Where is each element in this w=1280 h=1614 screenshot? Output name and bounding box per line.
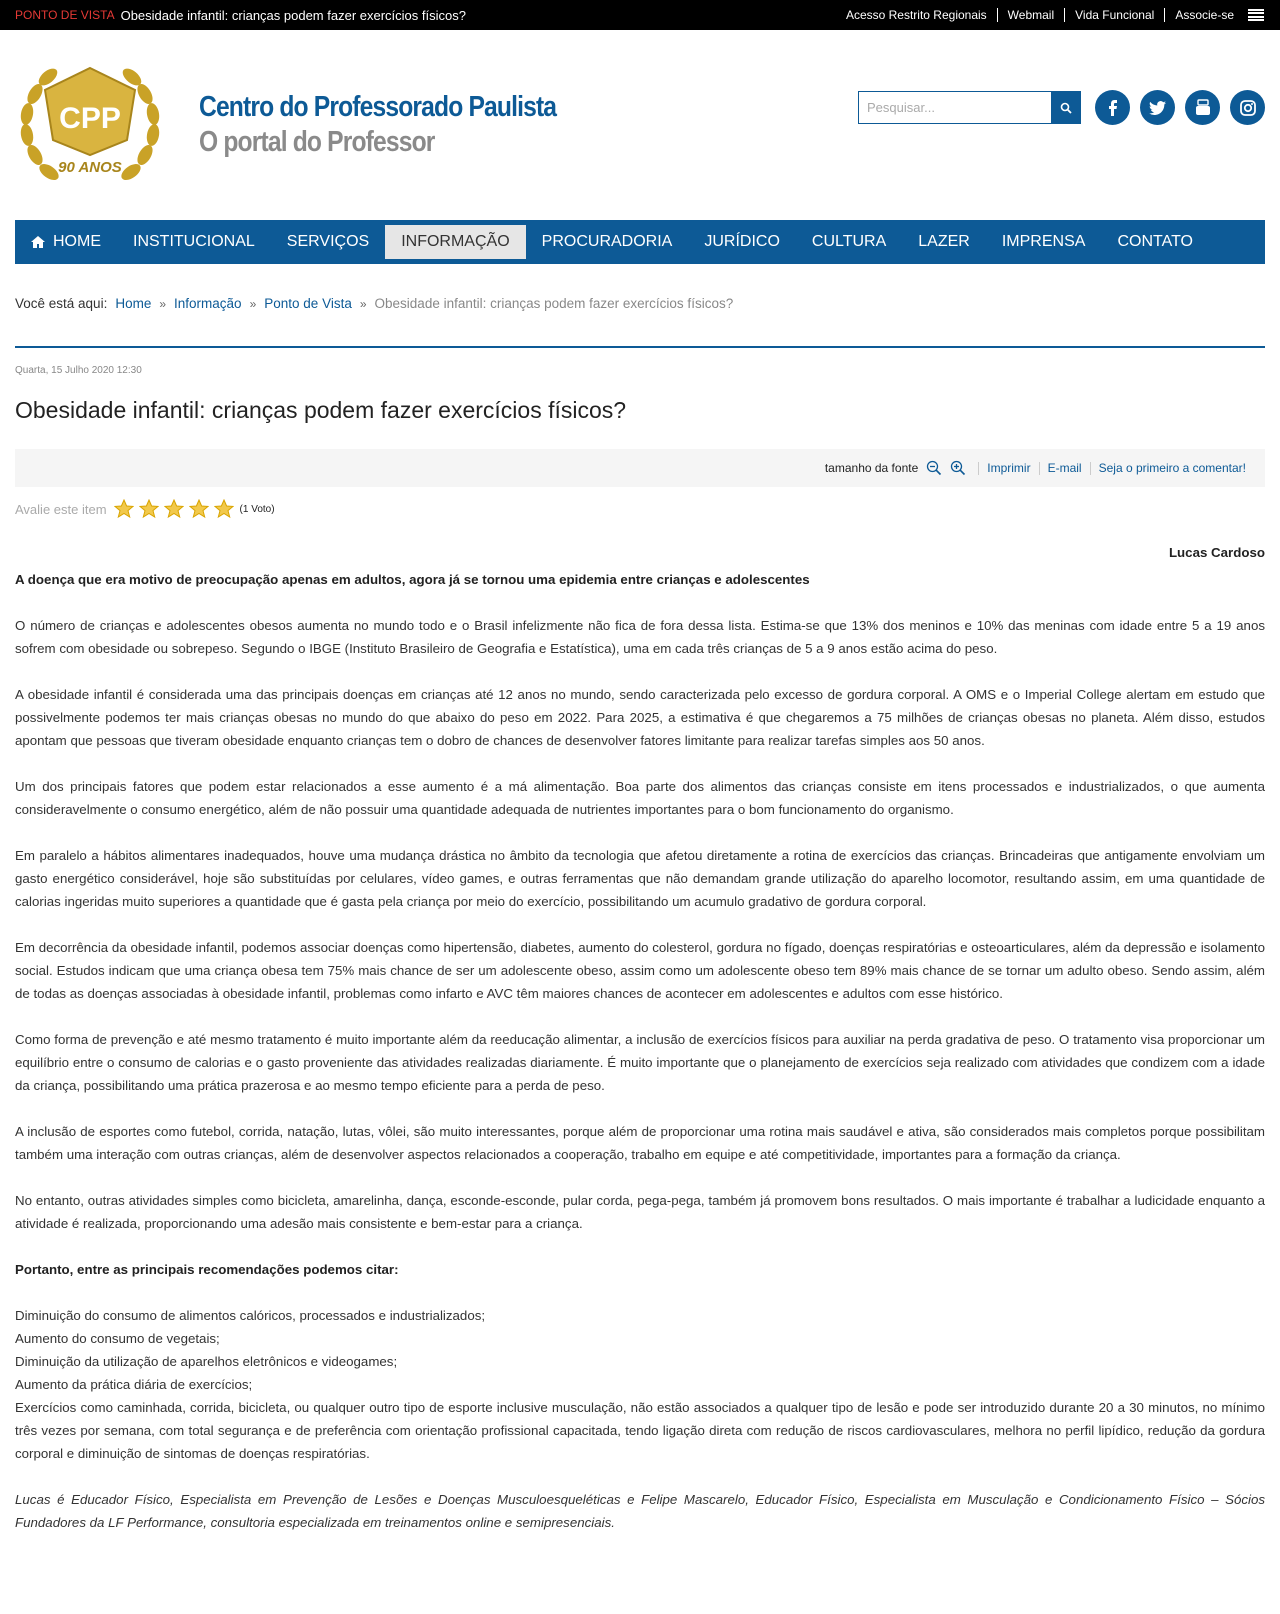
rating-stars — [114, 499, 234, 519]
zoom-in-icon[interactable] — [950, 460, 966, 476]
font-size-label: tamanho da fonte — [824, 461, 919, 475]
divider — [15, 346, 1265, 348]
top-links — [836, 8, 1264, 22]
breadcrumb-link-informacao[interactable]: Informação — [174, 296, 242, 311]
star-icon[interactable] — [114, 499, 134, 519]
ticker-label: PONTO DE VISTA — [15, 8, 115, 22]
hamburger-menu-icon[interactable] — [1248, 9, 1264, 22]
print-link[interactable]: Imprimir — [978, 462, 1038, 475]
nav-label-home: HOME — [53, 233, 101, 250]
site-header — [0, 30, 1280, 214]
search-form — [858, 91, 1081, 124]
recommendation-item: Exercícios como caminhada, corrida, bicicleta, ou qualquer outro tipo de esporte inclusive musculação, não estão associados a qualquer tipo de lesão e pode ser introduzido durante 20 a 30 minutos, no mínimo três vezes por semana, com total segurança e de preferência com orientação profissional capacitada, tendo ligação direta com redução de riscos cardiovasculares, melhora no perfil lipídico, redução da gordura corporal e diminuição de sintomas de doenças respiratórias. — [15, 1400, 1265, 1461]
link-vida-funcional[interactable]: Vida Funcional — [1064, 8, 1164, 22]
main-nav — [15, 220, 1265, 264]
search-button[interactable] — [1051, 91, 1081, 124]
link-associe-se[interactable]: Associe-se — [1164, 8, 1244, 22]
logo-anos-text: 90 ANOS — [58, 159, 122, 176]
instagram-icon[interactable] — [1230, 90, 1265, 125]
author-bio: Lucas é Educador Físico, Especialista em Prevenção de Lesões e Doenças Musculoesqueléticas e Felipe Mascarelo, Educador Físico, Especialista em Musculação e Condicionamento Físico – Sócios Fundadores da LF Performance, consultoria especializada em treinamentos online e semipresenciais. — [15, 1492, 1265, 1530]
article-paragraph: A obesidade infantil é considerada uma das principais doenças em crianças até 12 anos no mundo, sendo caracterizada pelo excesso de gordura corporal. A OMS e o Imperial College alertam em estudo que possivelmente podemos ter mais crianças obesas no mundo do que abaixo do peso em 2022. Para 2025, a estimativa é que chegaremos a 75 milhões de crianças obesas no planeta. Além disso, estudos apontam que pessoas que tiveram obesidade enquanto crianças tem o dobro de chances de desenvolver fatores limitante para realizar tarefas simples aos 50 anos. — [15, 687, 1265, 748]
comment-link[interactable]: Seja o primeiro a comentar! — [1090, 462, 1254, 475]
nav-item-contato[interactable]: CONTATO — [1117, 233, 1193, 250]
breadcrumb-current: Obesidade infantil: crianças podem fazer exercícios físicos? — [374, 296, 734, 311]
recommendation-item: Diminuição da utilização de aparelhos eletrônicos e videogames; — [15, 1354, 398, 1369]
article-tools — [15, 449, 1265, 487]
recommendation-item: Aumento da prática diária de exercícios; — [15, 1377, 253, 1392]
cpp-90-anos-logo[interactable] — [15, 60, 165, 190]
star-icon[interactable] — [164, 499, 184, 519]
email-link[interactable]: E-mail — [1039, 462, 1090, 475]
link-webmail[interactable]: Webmail — [997, 8, 1064, 22]
home-icon — [31, 236, 45, 248]
breadcrumb-separator: » — [249, 296, 257, 311]
facebook-icon[interactable] — [1095, 90, 1130, 125]
search-icon — [1060, 102, 1072, 114]
breadcrumb — [15, 296, 733, 311]
breadcrumb-prefix: Você está aqui: — [15, 296, 108, 311]
nav-item-home[interactable] — [31, 225, 117, 259]
article-body — [15, 541, 1265, 1534]
news-ticker[interactable] — [15, 8, 466, 23]
nav-item-servicos[interactable]: SERVIÇOS — [286, 233, 370, 250]
link-acesso-restrito[interactable]: Acesso Restrito Regionais — [845, 8, 987, 22]
article-date: Quarta, 15 Julho 2020 12:30 — [15, 365, 142, 376]
star-icon[interactable] — [214, 499, 234, 519]
article-author: Lucas Cardoso — [1168, 545, 1265, 560]
site-title: Centro do Professorado Paulista — [199, 91, 557, 123]
article-paragraph: Como forma de prevenção e até mesmo tratamento é muito importante além da reeducação alimentar, a inclusão de exercícios físicos para auxiliar na perda gradativa de peso. O tratamento visa proporcionar um equilíbrio entre o consumo de calorias e o gasto proveniente das atividades realizadas diariamente. É muito importante que o planejamento de exercícios seja realizado com atividades que condizem com a idade da criança, possibilitando uma prática prazerosa e ao mesmo tempo eficiente para a perda de peso. — [15, 1032, 1265, 1093]
star-icon[interactable] — [189, 499, 209, 519]
recommendation-item: Aumento do consumo de vegetais; — [15, 1331, 220, 1346]
twitter-icon[interactable] — [1140, 90, 1175, 125]
article-paragraph: Em paralelo a hábitos alimentares inadequados, houve uma mudança drástica no âmbito da tecnologia que afetou diretamente a rotina de exercícios das crianças. Brincadeiras que antigamente envolviam um gasto energético considerável, hoje são substituídas por celulares, vídeo games, e outras ferramentas que não demandam grande utilização do aparelho locomotor, resultando assim, em uma quantidade de calorias ingeridas muito superiores a quantidade que é gasta pela criança por meio do exercício, possibilitando um acumulo gradativo de gordura corporal. — [15, 848, 1265, 909]
article-paragraph: Um dos principais fatores que podem estar relacionados a esse aumento é a má alimentação. Boa parte dos alimentos das crianças consiste em itens processados e industrializados, o que aumenta consideravelmente o consumo energético, além de não possuir uma quantidade adequada de nutrientes importantes para o bom funcionamento do organismo. — [15, 779, 1265, 817]
ticker-headline[interactable]: Obesidade infantil: crianças podem fazer exercícios físicos? — [120, 7, 466, 23]
zoom-out-icon[interactable] — [926, 460, 942, 476]
breadcrumb-link-ponto-de-vista[interactable]: Ponto de Vista — [264, 296, 352, 311]
nav-item-lazer[interactable]: LAZER — [918, 233, 970, 250]
breadcrumb-link-home[interactable]: Home — [115, 296, 152, 311]
nav-item-informacao[interactable]: INFORMAÇÃO — [385, 225, 525, 259]
nav-item-procuradoria[interactable]: PROCURADORIA — [541, 233, 673, 250]
recommendations-title: Portanto, entre as principais recomendações podemos citar: — [15, 1262, 399, 1277]
article-paragraph: A inclusão de esportes como futebol, corrida, natação, lutas, vôlei, são muito interessantes, porque além de proporcionar uma rotina mais saudável e ativa, são considerados mais completos porque possibilitam também uma interação com outras crianças, além de desenvolver aspectos relacionados a cooperação, trabalho em equipe e até competitividade, importantes para a formação da criança. — [15, 1124, 1265, 1162]
article-paragraph: O número de crianças e adolescentes obesos aumenta no mundo todo e o Brasil infelizmente não fica de fora dessa lista. Estima-se que 13% dos meninos e 10% das meninas com idade entre 5 a 19 anos sofrem com obesidade ou sobrepeso. Segundo o IBGE (Instituto Brasileiro de Geografia e Estatística), uma em cada três crianças de 5 a 9 anos estão acima do peso. — [15, 618, 1265, 656]
site-title-block[interactable] — [199, 91, 619, 159]
youtube-icon[interactable] — [1185, 90, 1220, 125]
top-bar — [0, 0, 1280, 30]
article-title: Obesidade infantil: crianças podem fazer exercícios físicos? — [15, 397, 627, 423]
rating-votes: (1 Voto) — [239, 503, 275, 515]
logo-text: CPP — [59, 102, 121, 135]
search-input[interactable] — [858, 91, 1051, 124]
article-lead: A doença que era motivo de preocupação apenas em adultos, agora já se tornou uma epidemia entre crianças e adolescentes — [15, 572, 810, 587]
site-subtitle: O portal do Professor — [199, 126, 435, 158]
nav-item-institucional[interactable]: INSTITUCIONAL — [133, 233, 255, 250]
nav-item-juridico[interactable]: JURÍDICO — [704, 233, 780, 250]
social-links — [1095, 90, 1265, 125]
star-icon[interactable] — [139, 499, 159, 519]
nav-item-imprensa[interactable]: IMPRENSA — [1001, 233, 1086, 250]
article-paragraph: No entanto, outras atividades simples como bicicleta, amarelinha, dança, esconde-esconde, pular corda, pega-pega, também já promovem bons resultados. O mais importante é trabalhar a ludicidade enquanto a atividade é realizada, proporcionando uma adesão mais consistente e bem-estar para a criança. — [15, 1193, 1265, 1231]
breadcrumb-separator: » — [159, 296, 167, 311]
breadcrumb-separator: » — [359, 296, 367, 311]
recommendation-item: Diminuição do consumo de alimentos calóricos, processados e industrializados; — [15, 1308, 486, 1323]
rating-label: Avalie este item — [15, 501, 107, 517]
rating-widget — [15, 499, 275, 519]
article-paragraph: Em decorrência da obesidade infantil, podemos associar doenças como hipertensão, diabetes, aumento do colesterol, gordura no fígado, doenças respiratórias e osteoarticulares, além da depressão e isolamento social. Estudos indicam que uma criança obesa tem 75% mais chance de ser um adolescente obeso, assim como um adolescente obeso tem 89% mais chance de se tornar um adulto obeso. Sendo assim, além de todas as doenças associadas à obesidade infantil, problemas como infarto e AVC têm maiores chances de acontecer em adolescentes e adultos com esse histórico. — [15, 940, 1265, 1001]
nav-item-cultura[interactable]: CULTURA — [811, 233, 887, 250]
